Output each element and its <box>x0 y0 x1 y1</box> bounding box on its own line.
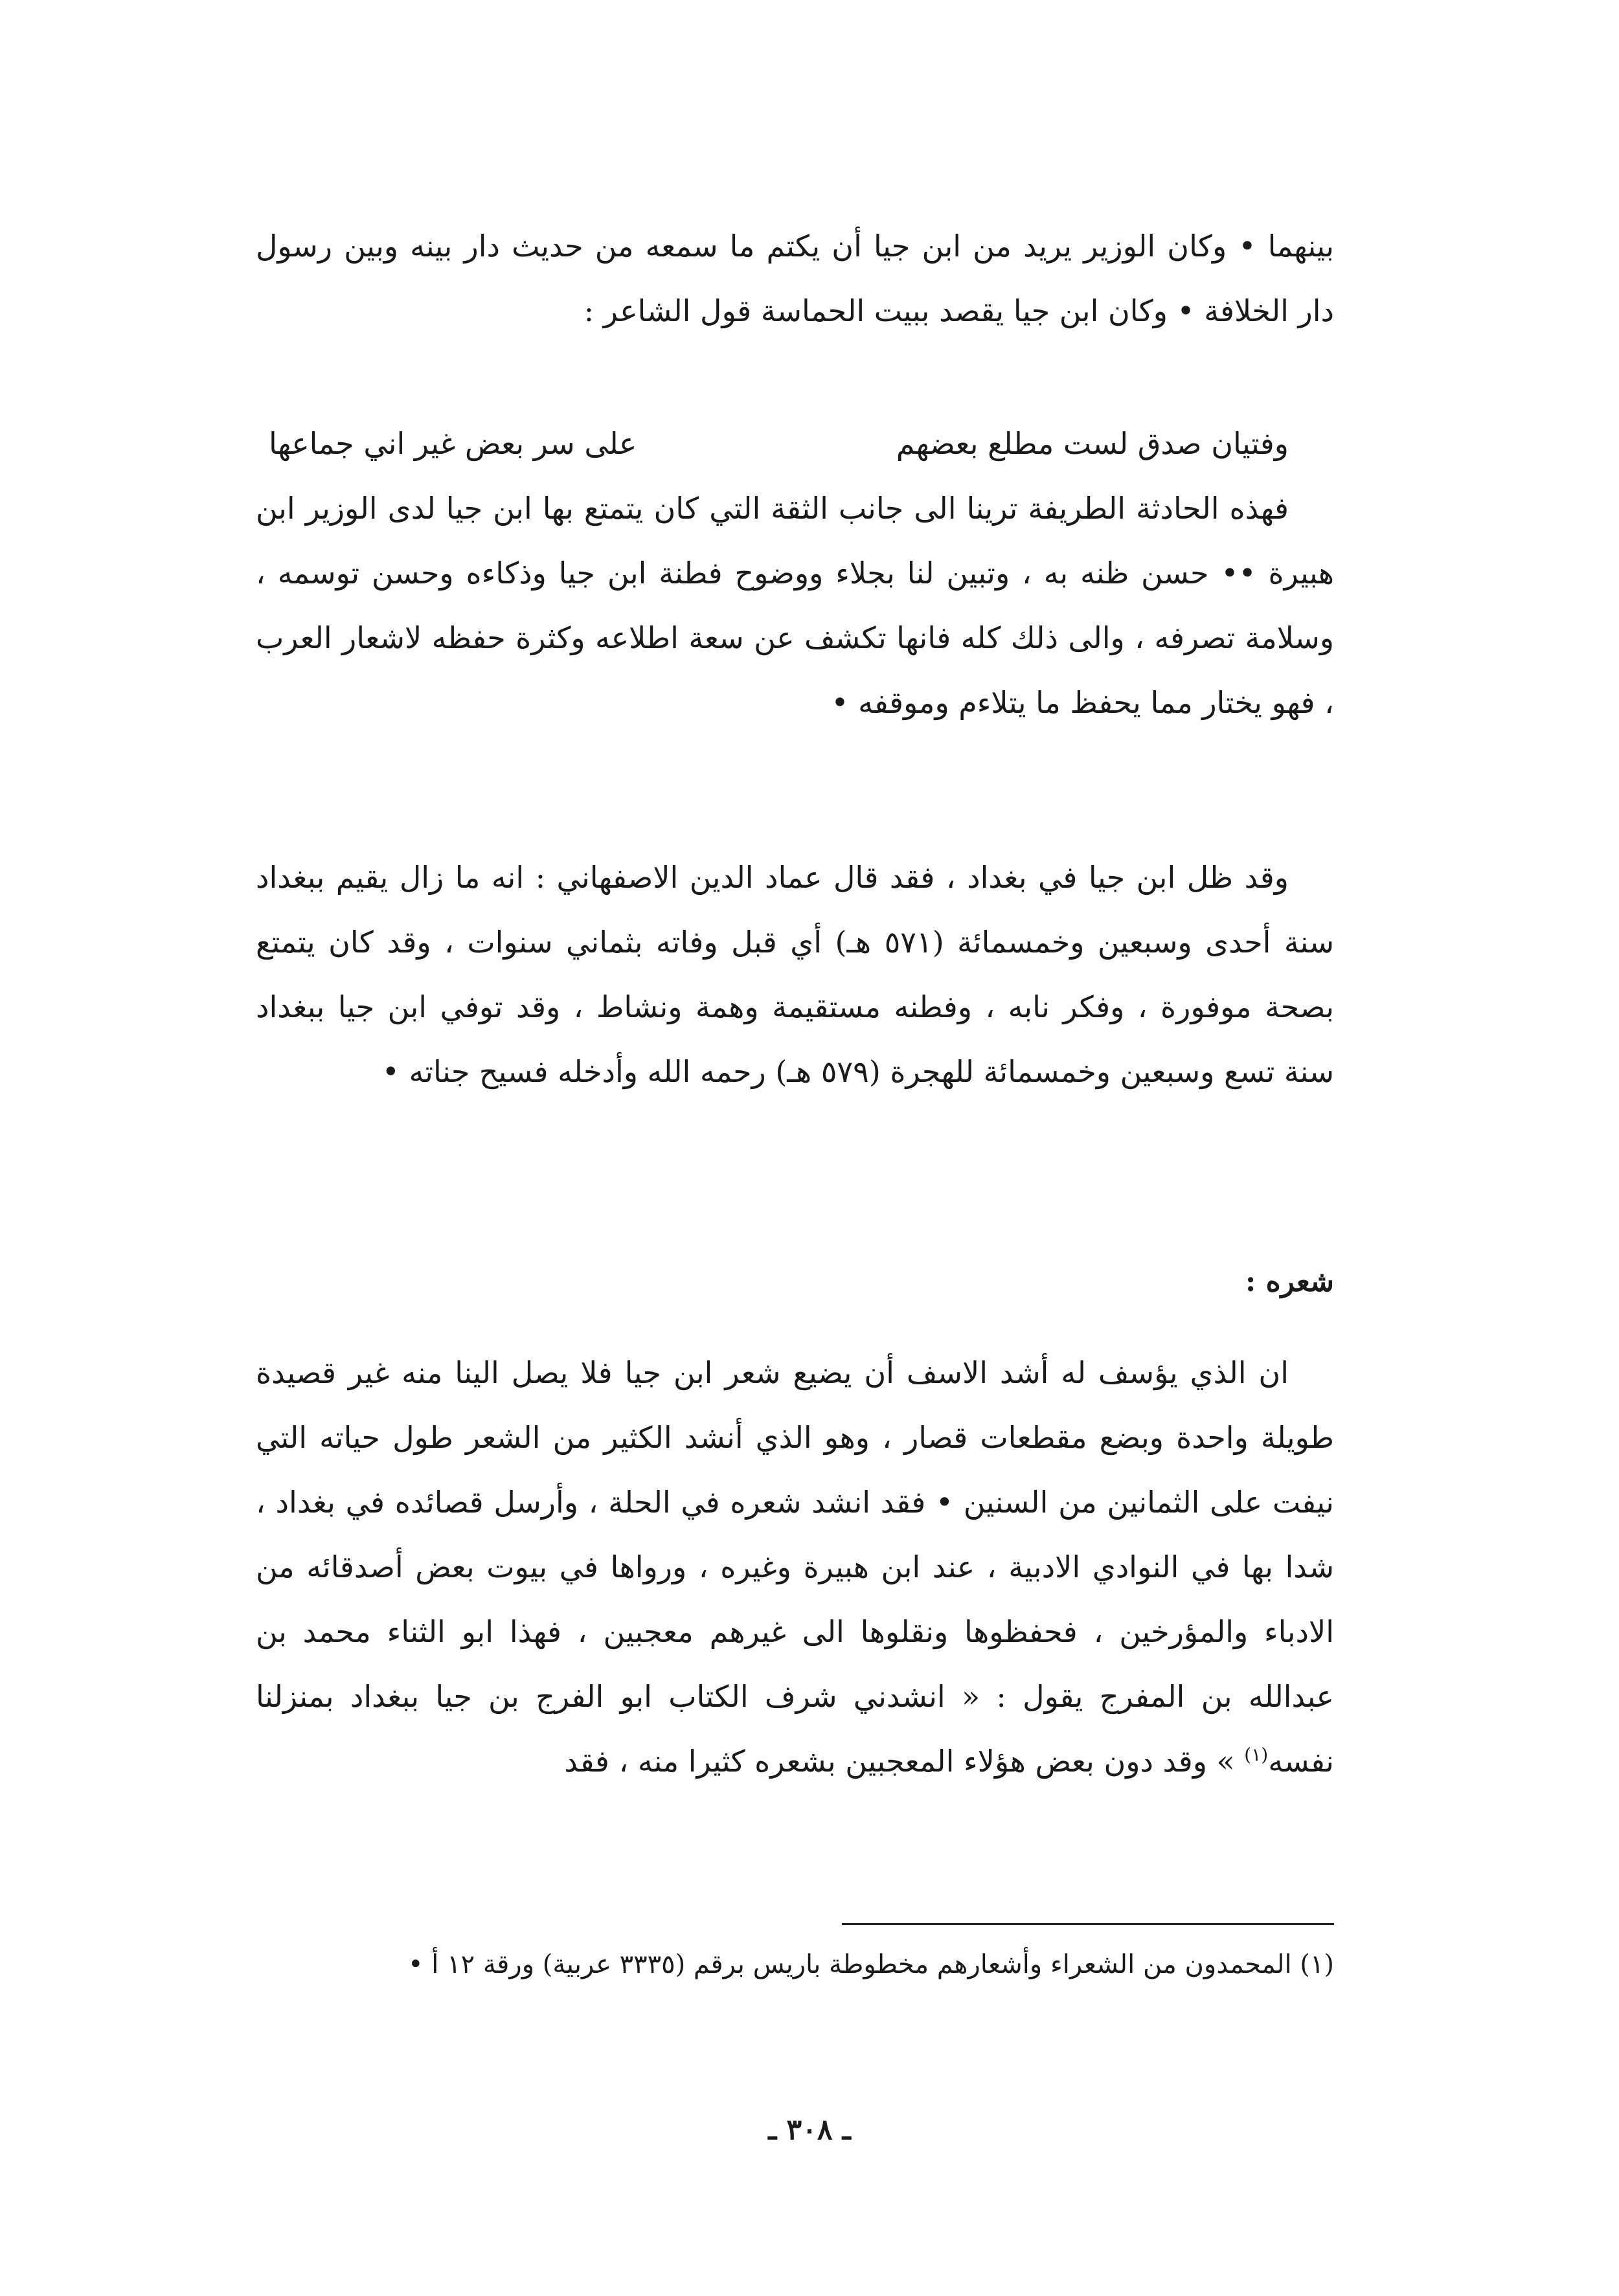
paragraph-2: فهذه الحادثة الطريفة ترينا الى جانب الثقة التي كان يتمتع بها ابن جيا لدى الوزير ابن هبيرة •• حسن ظنه به ، وتبين لنا بجلاء ووضوح فطنة ابن جيا وذكاءه وحسن توسمه ، وسلامة تصرفه ، والى ذلك كله فانها تكشف عن سعة اطلاعه وكثرة حفظه لاشعار العرب ، فهو يختار مما يحفظ ما يتلاءم وموقفه • <box>256 491 1334 720</box>
verse-first-hemistich: وفتيان صدق لست مطلع بعضهم <box>896 426 1289 461</box>
footnote-marker: (١) <box>1244 1744 1269 1766</box>
paragraph-4-tail: » وقد دون بعض هؤلاء المعجبين بشعره كثيرا منه ، فقد <box>564 1744 1245 1779</box>
footnote-divider <box>842 1923 1334 1925</box>
paragraph-1: بينهما • وكان الوزير يريد من ابن جيا أن يكتم ما سمعه من حديث دار بينه وبين رسول دار الخلافة • وكان ابن جيا يقصد ببيت الحماسة قول الشاعر : <box>256 229 1334 328</box>
section-heading: شعره : <box>1245 1265 1334 1298</box>
footnote: (١) المحمدون من الشعراء وأشعارهم مخطوطة باريس برقم (٣٣٣٥ عربية) ورقة ١٢ أ • <box>408 1950 1334 1979</box>
paragraph-3: وقد ظل ابن جيا في بغداد ، فقد قال عماد الدين الاصفهاني : انه ما زال يقيم ببغداد سنة أحدى وسبعين وخمسمائة (٥٧١ هـ) أي قبل وفاته بثماني سنوات ، وقد كان يتمتع بصحة موفورة ، وفكر نابه ، وفطنه مستقيمة وهمة ونشاط ، وقد توفي ابن جيا ببغداد سنة تسع وسبعين وخمسمائة للهجرة (٥٧٩ هـ) رحمه الله وأدخله فسيح جناته • <box>256 860 1334 1089</box>
poetry-verse <box>256 411 1334 476</box>
page-number: ـ ٣٠٨ ـ <box>768 2113 851 2146</box>
paragraph-4 <box>256 1340 1334 1794</box>
paragraph-4-main: ان الذي يؤسف له أشد الاسف أن يضيع شعر ابن جيا فلا يصل الينا منه غير قصيدة طويلة واحدة وبضع مقطعات قصار ، وهو الذي أنشد الكثير من الشعر طول حياته التي نيفت على الثمانين من السنين • فقد انشد شعره في الحلة ، وأرسل قصائده في بغداد ، شدا بها في النوادي الادبية ، عند ابن هبيرة وغيره ، ورواها في بيوت بعض أصدقائه من الادباء والمؤرخين ، فحفظوها ونقلوها الى غيرهم معجبين ، فهذا ابو الثناء محمد بن عبدالله بن المفرج يقول : « انشدني شرف الكتاب ابو الفرج بن جيا ببغداد بمنزلنا نفسه <box>256 1355 1334 1779</box>
verse-second-hemistich: على سر بعض غير اني جماعها <box>269 426 637 461</box>
